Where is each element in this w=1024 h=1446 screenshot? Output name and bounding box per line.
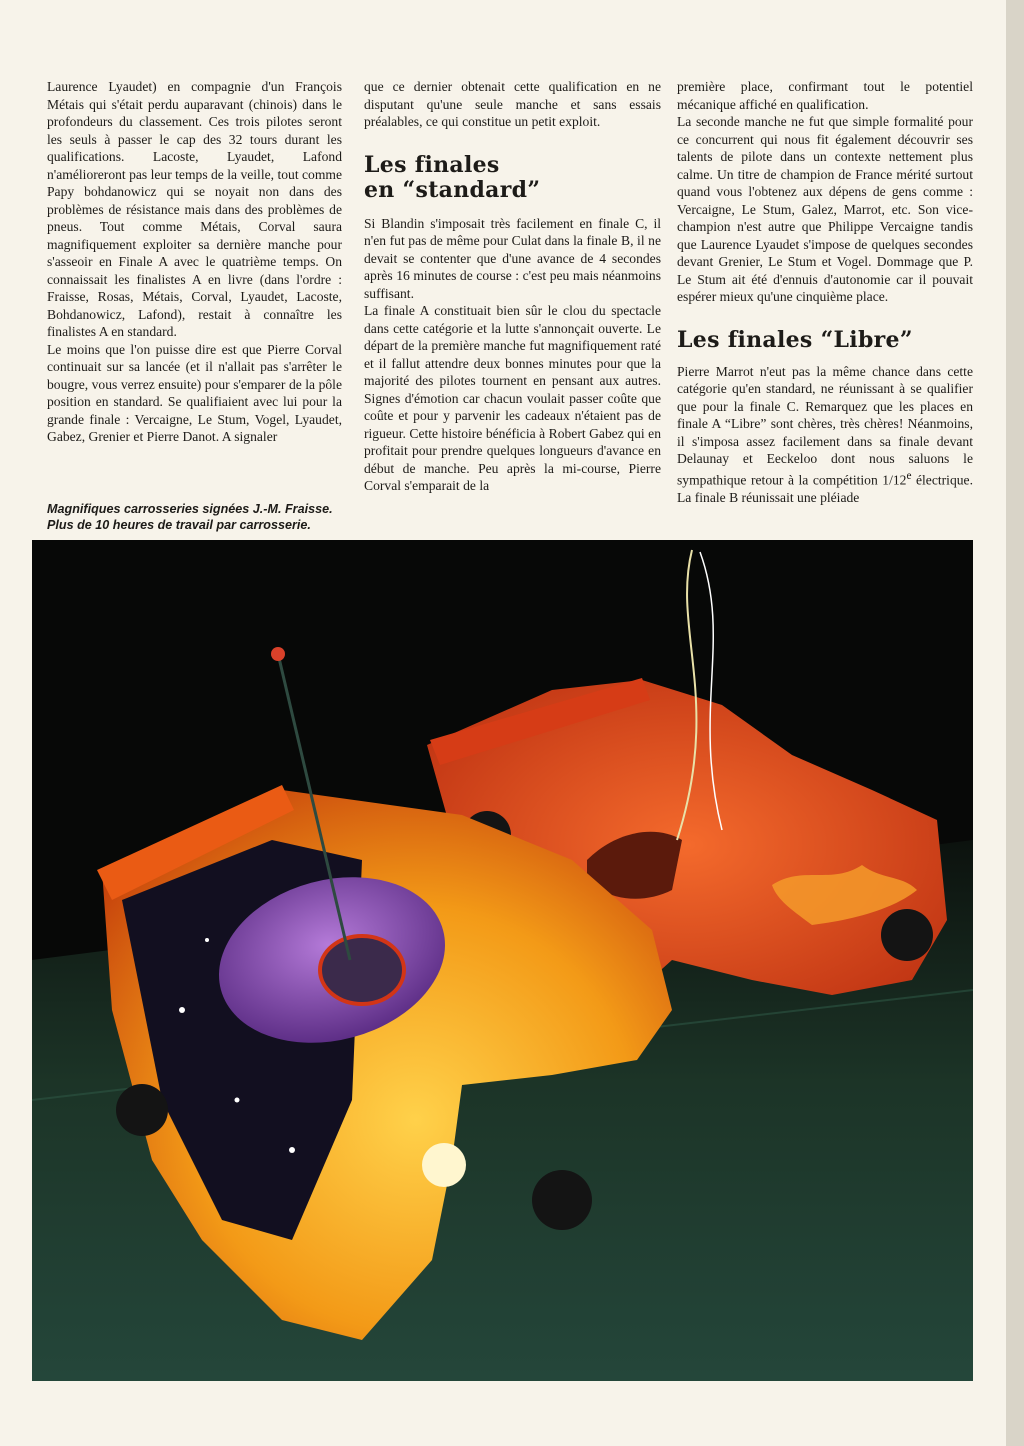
heading-line: Les finales bbox=[364, 151, 500, 178]
antenna-tip bbox=[271, 647, 285, 661]
paragraph: La seconde manche ne fut que simple formalité pour ce concurrent qui nous fit également découvrir ses talents de pilote dans un contexte nettement plus calme. Un titre de champion de France mérité surtout quand vous l'obtenez aux dépens de gens comme : Vercaigne, Le Stum, Galez, Marrot, etc. Son vice-champion n'est autre que Philippe Vercaigne tandis que Laurence Lyaudet s'impose de quelques secondes devant Grenier, Le Stum et Vogel. Dommage que P. Le Stum ait été d'ennuis d'autonomie car il pouvait espérer mieux qu'une cinquième place. bbox=[677, 114, 973, 304]
paragraph-text: Pierre Marrot n'eut pas la même chance dans cette catégorie qu'en standard, ne réunissant à se qualifier que pour la finale C. Remarquez que les places en finale A “Libre” sont chères, très chères! Néanmoins, il s'imposa assez facilement dans sa finale devant Delaunay et Eeckeloo dont nous saluons le sympathique retour à la compétition 1/12 bbox=[677, 363, 973, 488]
paragraph bbox=[677, 363, 973, 507]
paragraph: que ce dernier obtenait cette qualification en ne disputant qu'une seule manche et sans essais préalables, ce qui constitue un petit exploit. bbox=[364, 79, 661, 129]
paragraph: Laurence Lyaudet) en compagnie d'un François Métais qui s'était perdu auparavant (chinois) dans le profondeurs du classement. Ces trois pilotes seront les seuls à passer le cap des 32 tours durant les qualifications. Lacoste, Lyaudet, Lafond n'amélioreront pas leur temps de la veille, tout comme Papy bohdanowicz qui se noyait non dans des problèmes de résistance mais dans des problèmes de pneus. Tout comme Métais, Corval saura magnifiquement exploiter sa dernière manche pour s'asseoir en Finale A avec le quatrième temps. On connaissait les finalistes A en livre (dans l'ordre : Fraisse, Rosas, Métais, Corval, Lyaudet, Lacoste, Bohdanowicz, Lafond), restait à connaître les finalistes A en standard. bbox=[47, 79, 343, 339]
right-car-wheel bbox=[881, 909, 933, 961]
superscript: e bbox=[906, 469, 912, 482]
paragraph: Le moins que l'on puisse dire est que Pierre Corval continuait sur sa lancée (et il n'allait pas s'arrêter le bougre, vous verrez ensuite) pour s'emparer de la pôle position en standard. Se qualifiaient avec lui pour la grande finale : Vercaigne, Le Stum, Vogel, Lyaudet, Gabez, Grenier et Pierre Danot. A signaler bbox=[47, 341, 342, 444]
paragraph: La finale A constituait bien sûr le clou du spectacle dans cette catégorie et la lutte s'annonçait ouverte. Le départ de la première manche fut magnifiquement raté et il fallut attendre deux bonnes minutes pour que la majorité des pilotes tournent en pensant aux autres. Signes d'émotion car chacun voulait passer coûte que coûte et pour y parvenir les cadeaux n'étaient pas de rigueur. Cette histoire bénéficia à Robert Gabez qui en profitait pour prendre quelques longueurs d'avance en début de manche. Peu après la mi-course, Pierre Corval s'emparait de la bbox=[364, 303, 661, 493]
star-decal bbox=[289, 1147, 295, 1153]
page-edge bbox=[1006, 0, 1024, 1446]
heading-line: en “standard” bbox=[364, 176, 541, 203]
star-decal bbox=[205, 938, 209, 942]
section-heading-standard bbox=[364, 153, 661, 203]
section-heading-libre: Les finales “Libre” bbox=[677, 326, 913, 353]
left-car-driver-bubble bbox=[320, 936, 404, 1004]
left-car-headlight bbox=[422, 1143, 466, 1187]
text-column-3 bbox=[677, 78, 973, 506]
text-column-1 bbox=[47, 78, 342, 446]
left-car-wheel bbox=[116, 1084, 168, 1136]
text-column-2 bbox=[364, 78, 661, 495]
star-decal bbox=[179, 1007, 185, 1013]
cars-photo bbox=[32, 540, 973, 1381]
left-car-wheel bbox=[532, 1170, 592, 1230]
star-decal bbox=[235, 1098, 240, 1103]
photo-caption bbox=[47, 501, 347, 533]
caption-line: Plus de 10 heures de travail par carrosserie. bbox=[47, 518, 311, 532]
paragraph: Si Blandin s'imposait très facilement en finale C, il n'en fut pas de même pour Culat dans la finale B, il ne devait se contenter que d'une avance de 4 secondes après 16 minutes de course : c'est peu mais néanmoins suffisant. bbox=[364, 215, 661, 301]
caption-line: Magnifiques carrosseries signées J.-M. Fraisse. bbox=[47, 502, 333, 516]
cars-illustration bbox=[32, 540, 973, 1381]
paragraph-text: électrique. La finale B réunissait une pléiade bbox=[677, 472, 973, 505]
paragraph: première place, confirmant tout le potentiel mécanique affiché en qualification. bbox=[677, 79, 973, 112]
